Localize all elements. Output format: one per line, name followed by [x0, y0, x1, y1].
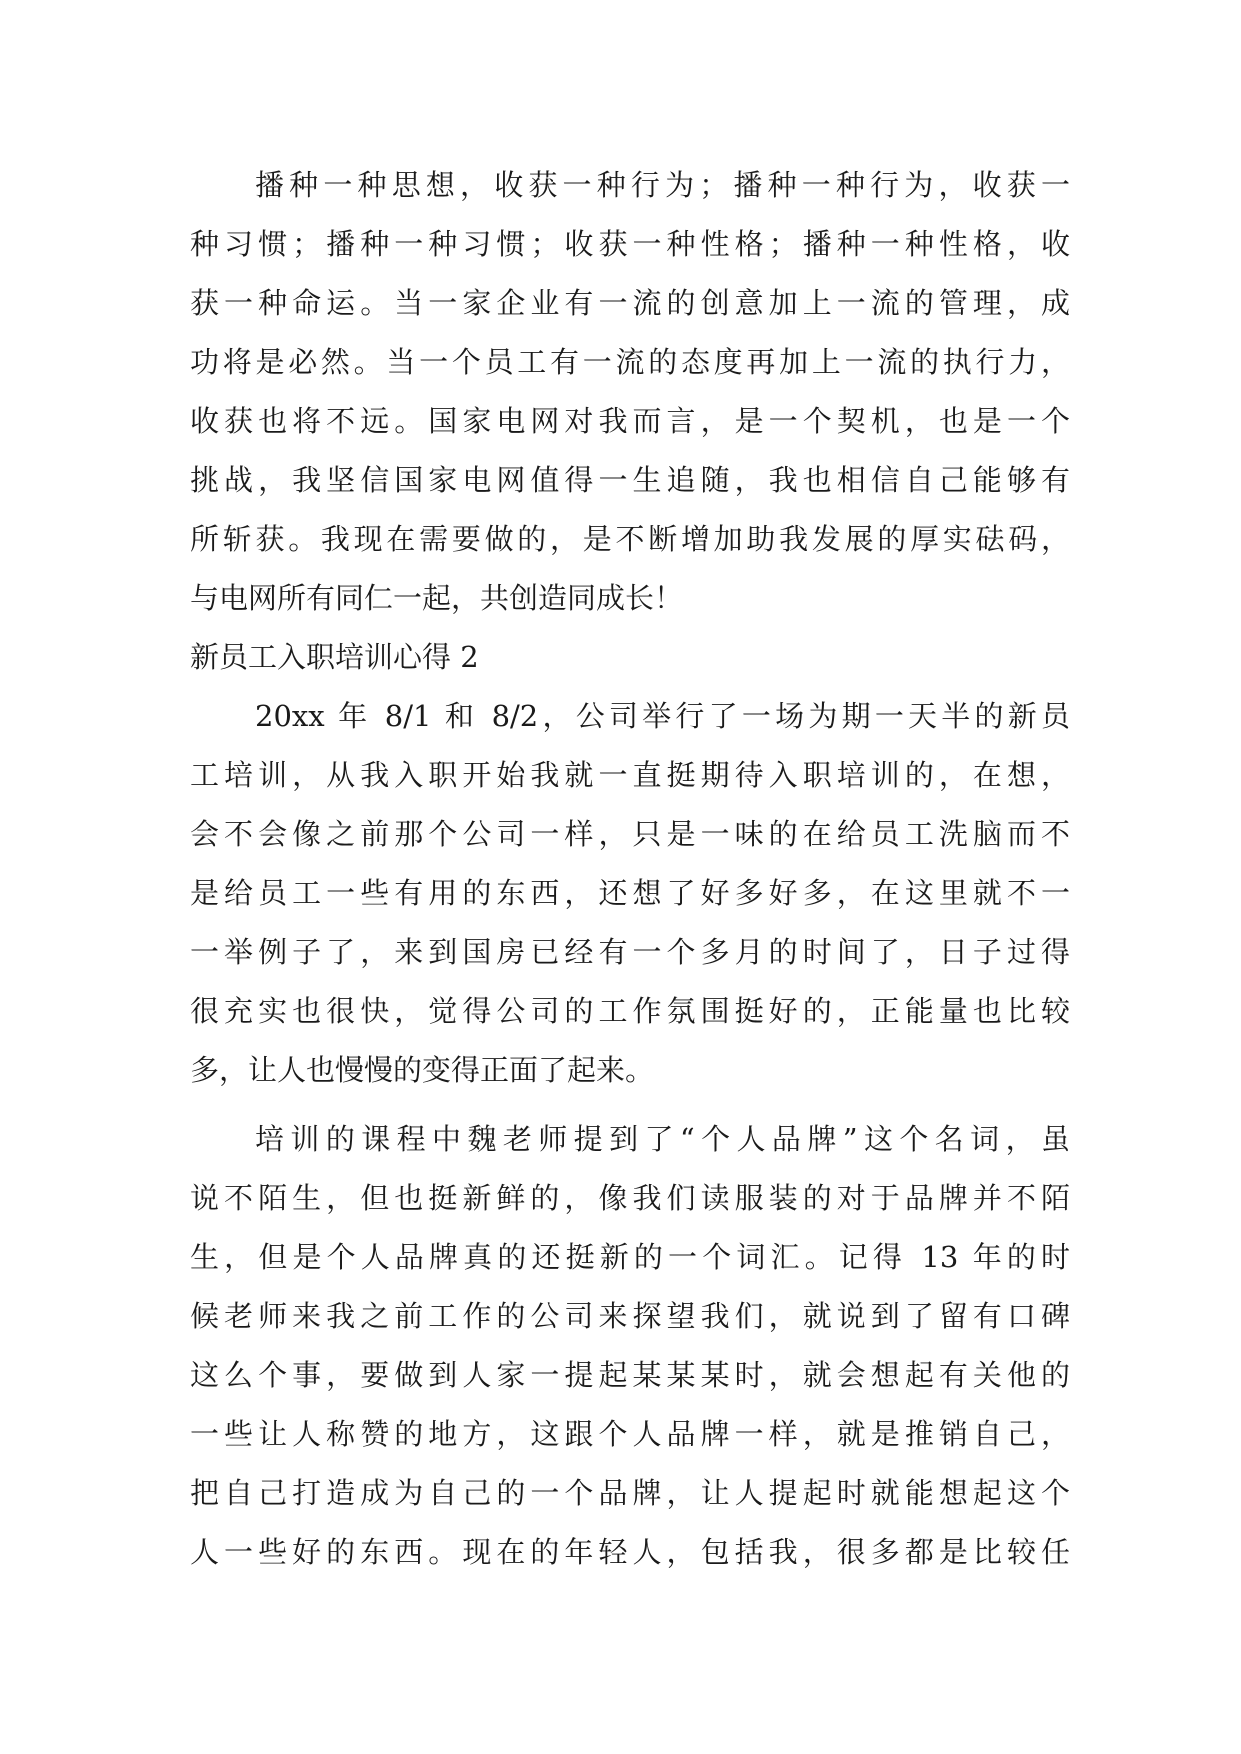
paragraph-line: 20xx 年 8/1 和 8/2，公司举行了一场为期一天半的新员 — [255, 699, 1070, 733]
paragraph-line: 种习惯；播种一种习惯；收获一种性格；播种一种性格，收 — [190, 227, 1070, 261]
paragraph-line: 与电网所有同仁一起，共创造同成长！ — [190, 581, 684, 615]
paragraph-line: 把自己打造成为自己的一个品牌，让人提起时就能想起这个 — [190, 1476, 1070, 1510]
paragraph-line: 说不陌生，但也挺新鲜的，像我们读服装的对于品牌并不陌 — [190, 1181, 1070, 1215]
paragraph-line: 这么个事，要做到人家一提起某某某时，就会想起有关他的 — [190, 1358, 1070, 1392]
paragraph-line: 候老师来我之前工作的公司来探望我们，就说到了留有口碑 — [190, 1299, 1070, 1333]
paragraph-line: 播种一种思想，收获一种行为；播种一种行为，收获一 — [255, 168, 1070, 202]
paragraph-line: 所斩获。我现在需要做的，是不断增加助我发展的厚实砝码， — [190, 522, 1070, 556]
paragraph-line: 获一种命运。当一家企业有一流的创意加上一流的管理，成 — [190, 286, 1070, 320]
paragraph-line: 多，让人也慢慢的变得正面了起来。 — [190, 1053, 655, 1087]
paragraph-line: 很充实也很快，觉得公司的工作氛围挺好的，正能量也比较 — [190, 994, 1070, 1028]
paragraph-line: 生，但是个人品牌真的还挺新的一个词汇。记得 13 年的时 — [190, 1240, 1070, 1274]
paragraph-line: 人一些好的东西。现在的年轻人，包括我，很多都是比较任 — [190, 1535, 1070, 1569]
paragraph-line: 工培训，从我入职开始我就一直挺期待入职培训的，在想， — [190, 758, 1070, 792]
paragraph-line: 收获也将不远。国家电网对我而言，是一个契机，也是一个 — [190, 404, 1070, 438]
paragraph-line: 挑战，我坚信国家电网值得一生追随，我也相信自己能够有 — [190, 463, 1070, 497]
paragraph-line: 一举例子了，来到国房已经有一个多月的时间了，日子过得 — [190, 935, 1070, 969]
paragraph-line: 培训的课程中魏老师提到了“个人品牌”这个名词，虽 — [255, 1122, 1070, 1156]
paragraph-line: 会不会像之前那个公司一样，只是一味的在给员工洗脑而不 — [190, 817, 1070, 851]
paragraph-line: 是给员工一些有用的东西，还想了好多好多，在这里就不一 — [190, 876, 1070, 910]
paragraph-line: 一些让人称赞的地方，这跟个人品牌一样，就是推销自己， — [190, 1417, 1070, 1451]
paragraph-line: 功将是必然。当一个员工有一流的态度再加上一流的执行力， — [190, 345, 1070, 379]
section-heading: 新员工入职培训心得 2 — [190, 640, 479, 674]
